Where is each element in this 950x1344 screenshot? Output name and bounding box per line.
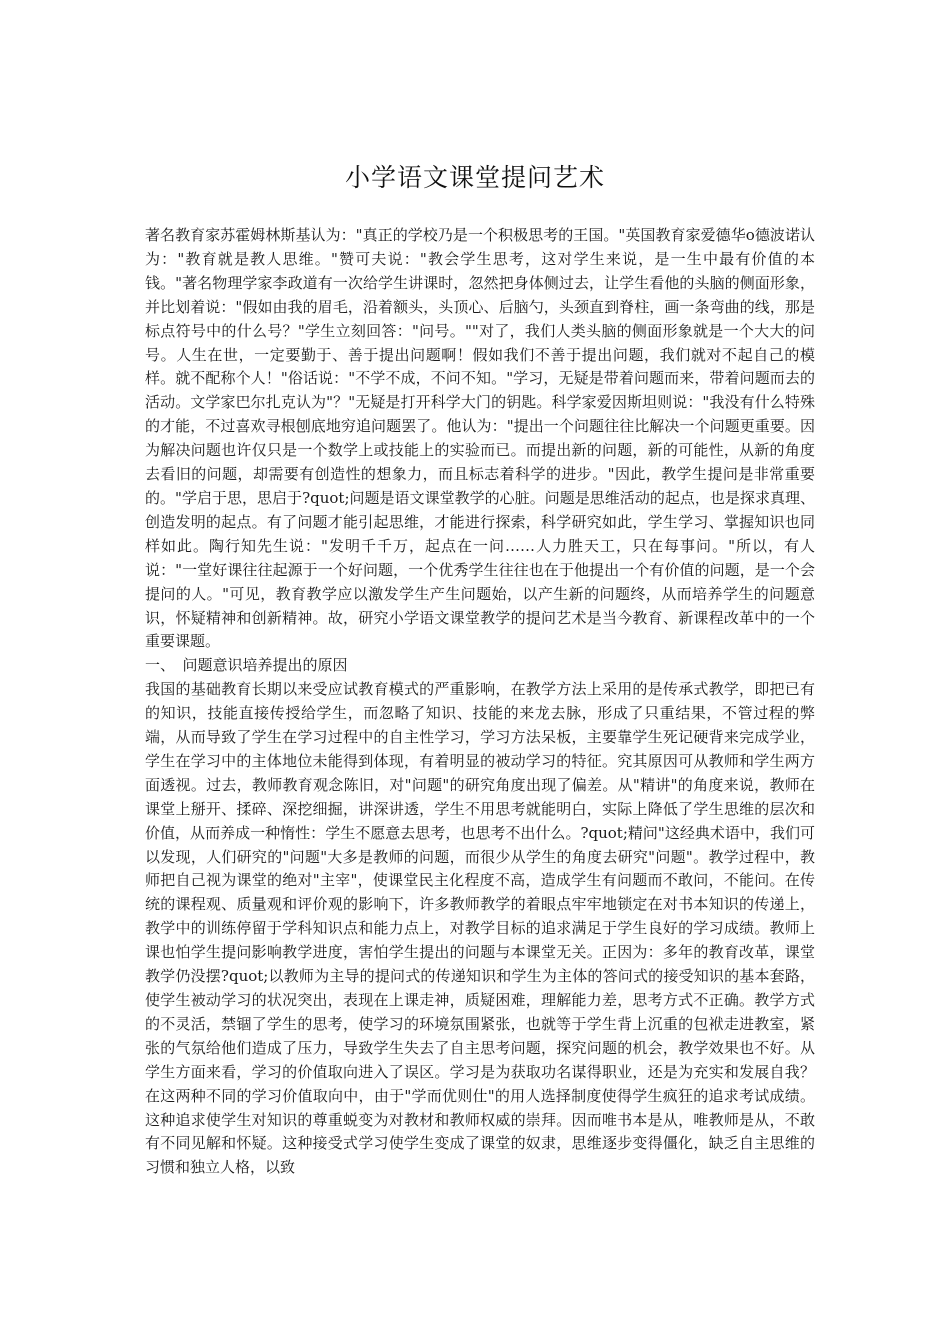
section-paragraph: 我国的基础教育长期以来受应试教育模式的严重影响，在教学方法上采用的是传承式教学，即把已有的知识，技能直接传授给学生，而忽略了知识、技能的来龙去脉，形成了只重结果，不管过程的弊端，从而导致了学生在学习过程中的自主性学习，学习方法呆板，主要靠学生死记硬背来完成学业，学生在学习中的主体地位未能得到体现，有着明显的被动学习的特征。究其原因可从教师和学生两方面透视。过去，教师教育观念陈旧，对"问题"的研究角度出现了偏差。从"精讲"的角度来说，教师在课堂上掰开、揉碎、深挖细掘，讲深讲透，学生不用思考就能明白，实际上降低了学生思维的层次和价值，从而养成一种惰性：学生不愿意去思考，也思考不出什么。?quot;精问"这经典术语中，我们可以发现，人们研究的"问题"大多是教师的问题，而很少从学生的角度去研究"问题"。教学过程中，教师把自己视为课堂的绝对"主宰"，使课堂民主化程度不高，造成学生有问题而不敢问，不能问。在传统的课程观、质量观和评价观的影响下，许多教师教学的着眼点牢牢地锁定在对书本知识的传递上，教学中的训练停留于学科知识点和能力点上，对教学目标的追求满足于学生良好的学习成绩。教师上课也怕学生提问影响教学进度，害怕学生提出的问题与本课堂无关。正因为：多年的教育改革，课堂教学仍没摆?quot;以教师为主导的提问式的传递知识和学生为主体的答问式的接受知识的基本套路，使学生被动学习的状况突出，表现在上课走神，质疑困难，理解能力差，思考方式不正确。教学方式的不灵活，禁锢了学生的思考，使学习的环境氛围紧张，也就等于学生背上沉重的包袱走进教室，紧张的气氛给他们造成了压力，导致学生失去了自主思考问题，探究问题的机会，教学效果也不好。从学生方面来看，学习的价值取向进入了误区。学习是为获取功名谋得职业，还是为充实和发展自我？在这两种不同的学习价值取向中，由于"学而优则仕"的用人选择制度使得学生疯狂的追求考试成绩。这种追求使学生对知识的尊重蜕变为对教材和教师权威的崇拜。因而唯书本是从，唯教师是从，不敢有不同见解和怀疑。这种接受式学习使学生变成了课堂的奴隶，思维逐步变得僵化，缺乏自主思维的习惯和独立人格，以致 [145, 680, 815, 1177]
section-heading: 一、 问题意识培养提出的原因 [145, 656, 348, 675]
intro-paragraph: 著名教育家苏霍姆林斯基认为："真正的学校乃是一个积极思考的王国。"英国教育家爱德华o德波诺认为："教育就是教人思维。"赞可夫说："教会学生思考，这对学生来说，是一生中最有价值的本钱。"著名物理学家李政道有一次给学生讲课时，忽然把身体侧过去，让学生看他的头脑的侧面形象，并比划着说："假如由我的眉毛，沿着额头，头顶心、后脑勺，头颈直到脊柱，画一条弯曲的线，那是标点符号中的什么号？"学生立刻回答："问号。""对了，我们人类头脑的侧面形象就是一个大大的问号。人生在世，一定要勤于、善于提出问题啊！假如我们不善于提出问题，我们就对不起自己的模样。就不配称个人！"俗话说："不学不成，不问不知。"学习，无疑是带着问题而来，带着问题而去的活动。文学家巴尔扎克认为"？"无疑是打开科学大门的钥匙。科学家爱因斯坦则说："我没有什么特殊的才能，不过喜欢寻根刨底地穷追问题罢了。他认为："提出一个问题往往比解决一个问题更重要。因为解决问题也许仅只是一个数学上或技能上的实验而已。而提出新的问题，新的可能性，从新的角度去看旧的问题，却需要有创造性的想象力，而且标志着科学的进步。"因此，教学生提问是非常重要的。"学启于思，思启于?quot;问题是语文课堂教学的心脏。问题是思维活动的起点，也是探求真理、创造发明的起点。有了问题才能引起思维，才能进行探索，科学研究如此，学生学习、掌握知识也同样如此。陶行知先生说："发明千千万，起点在一问……人力胜天工，只在每事问。"所以，有人说："一堂好课往往起源于一个好问题，一个优秀学生往往也在于他提出一个有价值的问题，是一个会提问的人。"可见，教育教学应以激发学生产生问题始，以产生新的问题终，从而培养学生的问题意识，怀疑精神和创新精神。故，研究小学语文课堂教学的提问艺术是当今教育、新课程改革中的一个重要课题。 [145, 226, 815, 651]
document-body [145, 224, 815, 1180]
document-title: 小学语文课堂提问艺术 [344, 163, 605, 192]
